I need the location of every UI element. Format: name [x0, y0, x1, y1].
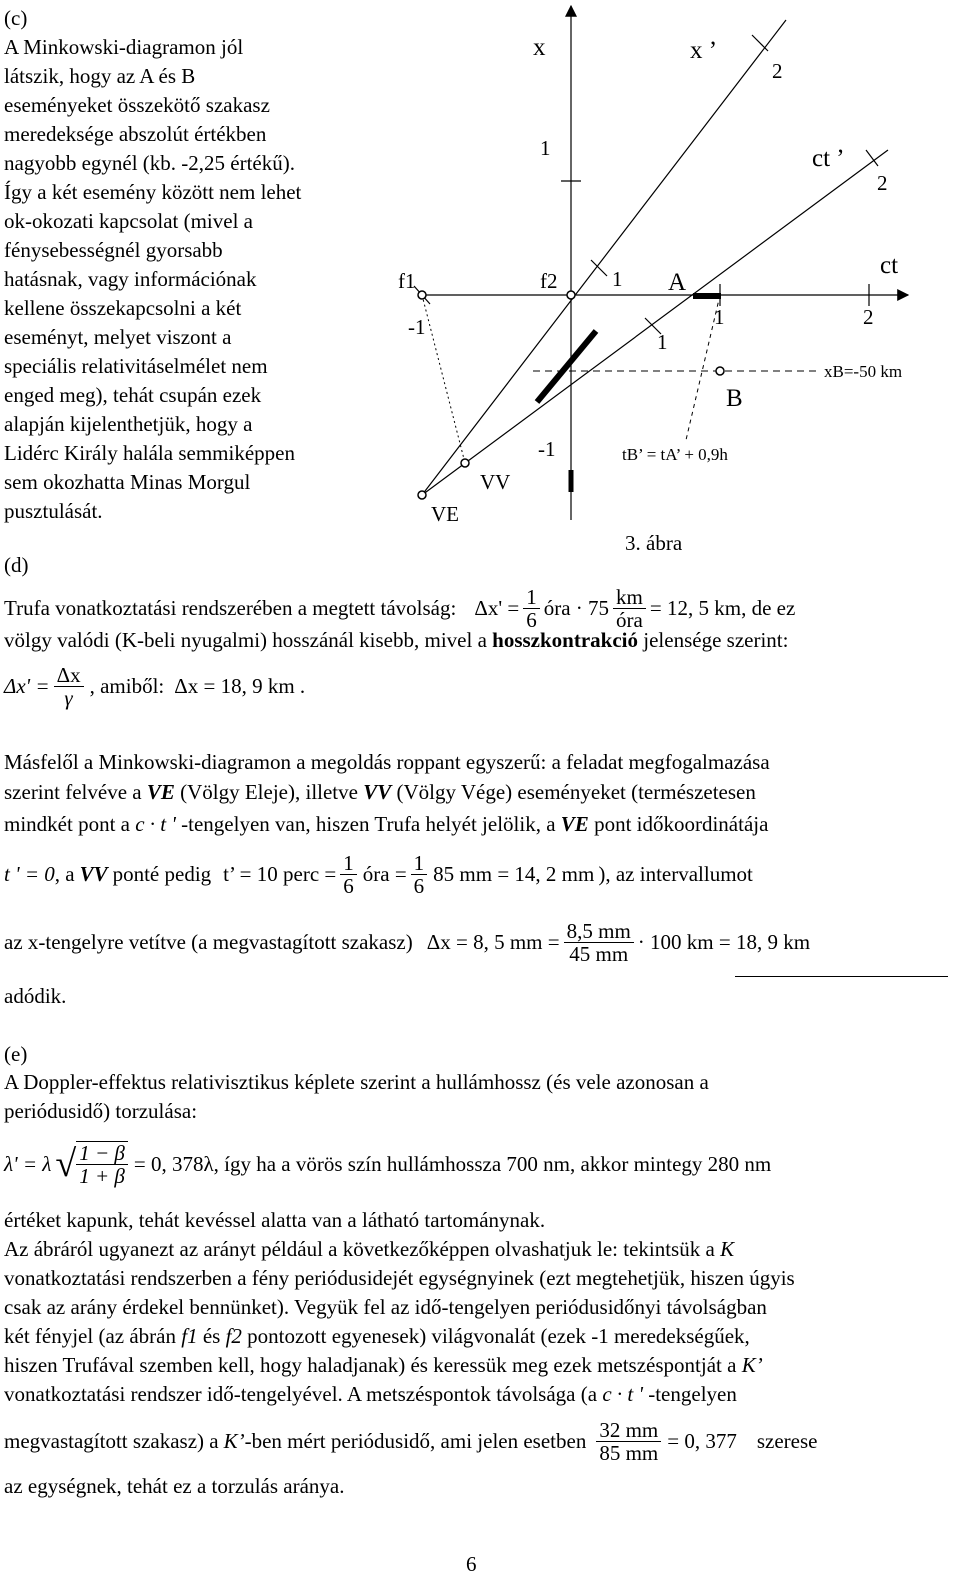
d6-ct: c · t '	[135, 812, 176, 836]
label-a: A	[668, 269, 687, 296]
section-c-line: nagyobb egynél (kb. -2,25 értékű).	[4, 151, 295, 175]
d8-den: 45 mm	[569, 941, 629, 966]
d7-a: , a	[54, 861, 75, 886]
e-eq-frac	[76, 1141, 128, 1187]
label-tb: tB’ = tA’ + 0,9h	[622, 445, 728, 464]
d5-c: (Völgy Vége) eseményeket (természetesen	[396, 780, 756, 804]
d7-num2: 1	[411, 852, 428, 875]
tick-one: 1	[657, 330, 668, 354]
d8-eq1: Δx = 8, 5 mm =	[426, 929, 560, 954]
e11-tail: szerese	[756, 1428, 818, 1453]
d3-res: Δx = 18, 9 km .	[174, 673, 306, 698]
d7-b: ponté pedig	[112, 861, 212, 886]
section-e-line-12: az egységnek, tehát ez a torzulás aránya.	[4, 1474, 345, 1498]
section-c-line: A Minkowski-diagramon jól	[4, 35, 244, 59]
e-eq-num: 1 − β	[76, 1142, 128, 1165]
d1-text: Trufa vonatkoztatási rendszerében a megtett távolság:	[4, 595, 457, 620]
tick-xp-2: 2	[772, 59, 783, 83]
thick-segment-x	[537, 331, 596, 402]
d7-num1: 1	[340, 852, 357, 875]
d1-frac-den: 6	[526, 607, 537, 632]
section-e-label: (e)	[4, 1042, 28, 1066]
d1-unit-frac	[613, 586, 646, 631]
e8-f2: f2	[225, 1324, 242, 1348]
d3-den: γ	[64, 685, 73, 710]
e11-num: 32 mm	[596, 1419, 661, 1442]
d1-tail: , de ez	[741, 595, 796, 620]
tick-minus-1a: -1	[408, 315, 426, 339]
d1-eq-mid: óra · 75	[543, 595, 610, 620]
section-e-equation	[4, 1134, 771, 1194]
d2-c: jelensége szerint:	[643, 628, 789, 652]
section-c-line: eseményt, melyet viszont a	[4, 325, 232, 349]
section-c-line: Így a két esemény között nem lehet	[4, 180, 302, 204]
e-eq-den: 1 + β	[79, 1164, 125, 1188]
e-line	[4, 1235, 795, 1264]
e-line: vonatkoztatási rendszerben a fény periódusidejét egységnyinek (ezt megtehetjük, hiszen úgyis	[4, 1266, 795, 1290]
section-c-line: speciális relativitáselmélet nem	[4, 354, 268, 378]
tick-x-1: 1	[540, 136, 551, 160]
section-d-line-6	[4, 812, 768, 837]
label-ve: VE	[431, 502, 459, 526]
e8-b: és	[202, 1324, 221, 1348]
d7-c: ), az intervallumot	[598, 861, 753, 886]
e11-a: megvastagított szakasz) a	[4, 1428, 219, 1453]
event-f2	[567, 291, 575, 299]
d3-mid: , amiből:	[89, 673, 165, 698]
e10-b: -tengelyen	[648, 1382, 737, 1406]
d1-eq-res: = 12, 5 km	[649, 595, 742, 620]
section-e-line-11	[4, 1412, 817, 1470]
d1-unit-num: km	[613, 586, 646, 609]
section-d-line-1	[4, 582, 795, 634]
d3-frac	[54, 664, 84, 709]
d2-a: völgy valódi (K-beli nyugalmi) hosszánál kisebb, mivel a	[4, 628, 487, 652]
ct-prime-axis	[422, 150, 888, 495]
d7-t0: t ' = 0	[4, 861, 55, 886]
d8-num: 8,5 mm	[564, 920, 634, 943]
tick-ct-2: 2	[863, 305, 874, 329]
section-c-line: eseményeket összekötő szakasz	[4, 93, 270, 117]
d7-vv: VV	[79, 861, 108, 886]
d1-eq-lhs: Δx' =	[474, 595, 520, 620]
e-eq-lhs: λ' = λ	[4, 1151, 52, 1176]
e11-frac	[596, 1419, 661, 1464]
diagram-caption: 3. ábra	[625, 531, 683, 555]
d1-frac	[523, 586, 540, 631]
e5-k: K	[720, 1237, 735, 1261]
section-c-line: hatásnak, vagy információnak	[4, 267, 257, 291]
label-x: x	[533, 34, 546, 61]
f1-line	[422, 295, 465, 463]
section-d-line-4: Másfelől a Minkowski-diagramon a megoldás roppant egyszerű: a feladat megfogalmazása	[4, 750, 770, 774]
d7-eq1: t’ = 10 perc =	[223, 861, 337, 886]
d7-eq2: óra =	[362, 861, 407, 886]
section-c-line: pusztulását.	[4, 499, 103, 523]
e-eq-tail: , így ha a vörös szín hullámhossza 700 nm, akkor mintegy 280 nm	[213, 1151, 772, 1176]
d5-a: szerint felvéve a	[4, 780, 142, 804]
page-number: 6	[466, 1552, 477, 1576]
section-d-line-9: adódik.	[4, 984, 67, 1008]
e11-b: -ben mért periódusidő, ami jelen esetben	[244, 1428, 587, 1453]
e5-a: Az ábráról ugyanezt az arányt például a következőképpen olvashatjuk le: tekintsük a	[4, 1237, 715, 1261]
d6-c: pont időkoordinátája	[594, 812, 769, 836]
section-e-line-2: periódusidő) torzulása:	[4, 1099, 198, 1123]
section-c-line: sem okozhatta Minas Morgul	[4, 470, 251, 494]
e8-c: pontozott egyenesek) világvonalát (ezek -1 meredekségűek,	[247, 1324, 750, 1348]
section-c-line: kellene összekapcsolni a két	[4, 296, 242, 320]
event-b	[716, 367, 724, 375]
d6-b: -tengelyen van, hiszen Trufa helyét jelölik, a	[181, 812, 556, 836]
d1-unit-den: óra	[616, 607, 643, 632]
e-line: csak az arány érdekel bennünket). Vegyük fel az idő-tengelyen periódusidőnyi távolságban	[4, 1295, 767, 1319]
d6-ve: VE	[560, 812, 589, 836]
d3-lhs: Δx' =	[4, 673, 50, 698]
d7-eq3: 85 mm = 14, 2 mm	[433, 861, 595, 886]
tick-minus-1b: -1	[538, 437, 556, 461]
section-d-label: (d)	[4, 553, 29, 577]
e-eq-res: = 0, 378λ	[133, 1151, 214, 1176]
e10-a: vonatkoztatási rendszer idő-tengelyével. A metszéspontok távolsága (a	[4, 1382, 598, 1406]
d1-frac-num: 1	[523, 586, 540, 609]
e9-a: hiszen Trufával szemben kell, hogy haladjanak) és keressük meg ezek metszéspontját a	[4, 1353, 737, 1377]
label-ct: ct	[880, 252, 899, 279]
sqrt-icon: √	[55, 1143, 77, 1185]
section-d-line-3	[4, 658, 305, 714]
section-d-line-2	[4, 628, 788, 653]
d5-vv: VV	[363, 780, 392, 804]
label-b: B	[726, 385, 743, 412]
e8-a: két fényjel (az ábrán	[4, 1324, 176, 1348]
section-d-line-7	[4, 846, 753, 902]
section-c-line: alapján kijelenthetjük, hogy a	[4, 412, 253, 436]
e9-k: K’	[741, 1353, 763, 1377]
d5-b: (Völgy Eleje), illetve	[180, 780, 358, 804]
section-c-label: (c)	[4, 6, 28, 30]
e11-den: 85 mm	[599, 1440, 659, 1465]
event-vv	[461, 459, 469, 467]
d5-ve: VE	[146, 780, 175, 804]
label-x-prime: x ’	[690, 37, 718, 64]
d8-frac	[564, 920, 634, 965]
label-f1: f1	[398, 269, 416, 293]
section-c-line: enged meg), tehát csupán ezek	[4, 383, 262, 407]
section-e-body	[4, 1206, 795, 1409]
section-c-line: ok-okozati kapcsolat (mivel a	[4, 209, 253, 233]
section-c-line: fénysebességnél gyorsabb	[4, 238, 223, 262]
d7-den1: 6	[343, 873, 354, 898]
d2-bold: hosszkontrakció	[492, 628, 639, 652]
section-d-line-5	[4, 780, 756, 805]
section-d-line-8	[4, 914, 810, 970]
d7-frac2	[411, 852, 428, 897]
d7-frac1	[340, 852, 357, 897]
section-c-line: látszik, hogy az A és B	[4, 64, 196, 88]
label-f2: f2	[540, 269, 558, 293]
label-vv: VV	[480, 470, 511, 494]
section-c-line: Lidérc Király halála semmiképpen	[4, 441, 295, 465]
minkowski-diagram	[0, 0, 960, 580]
e11-k: K’	[223, 1428, 245, 1453]
d8-rule	[735, 976, 948, 977]
d8-eq2: · 100 km = 18, 9 km	[637, 929, 811, 954]
tick-marks	[414, 35, 878, 334]
e10-ct: c · t '	[602, 1382, 643, 1406]
event-f1	[418, 291, 426, 299]
tick-xp-1: 1	[612, 267, 623, 291]
tick-ctp-2: 2	[877, 171, 888, 195]
section-c-line: meredeksége abszolút értékben	[4, 122, 267, 146]
e-line: értéket kapunk, tehát kevéssel alatta van a látható tartománynak.	[4, 1208, 546, 1232]
e-line	[4, 1380, 795, 1409]
x-prime-axis	[422, 20, 786, 495]
section-e-line-1: A Doppler-effektus relativisztikus képlete szerint a hullámhossz (és vele azonosan a	[4, 1070, 709, 1094]
event-ve	[418, 491, 426, 499]
e-line	[4, 1322, 795, 1351]
tick-ctp-1: 1	[714, 305, 725, 329]
d8-a: az x-tengelyre vetítve (a megvastagított szakasz)	[4, 929, 413, 954]
e8-f1: f1	[181, 1324, 198, 1348]
d3-num: Δx	[54, 664, 84, 687]
e11-res: = 0, 377	[667, 1428, 737, 1453]
d6-a: mindkét pont a	[4, 812, 130, 836]
d7-den2: 6	[413, 873, 425, 898]
label-ct-prime: ct ’	[812, 145, 845, 172]
e-line	[4, 1351, 795, 1380]
label-xb: xB=-50 km	[824, 362, 903, 381]
